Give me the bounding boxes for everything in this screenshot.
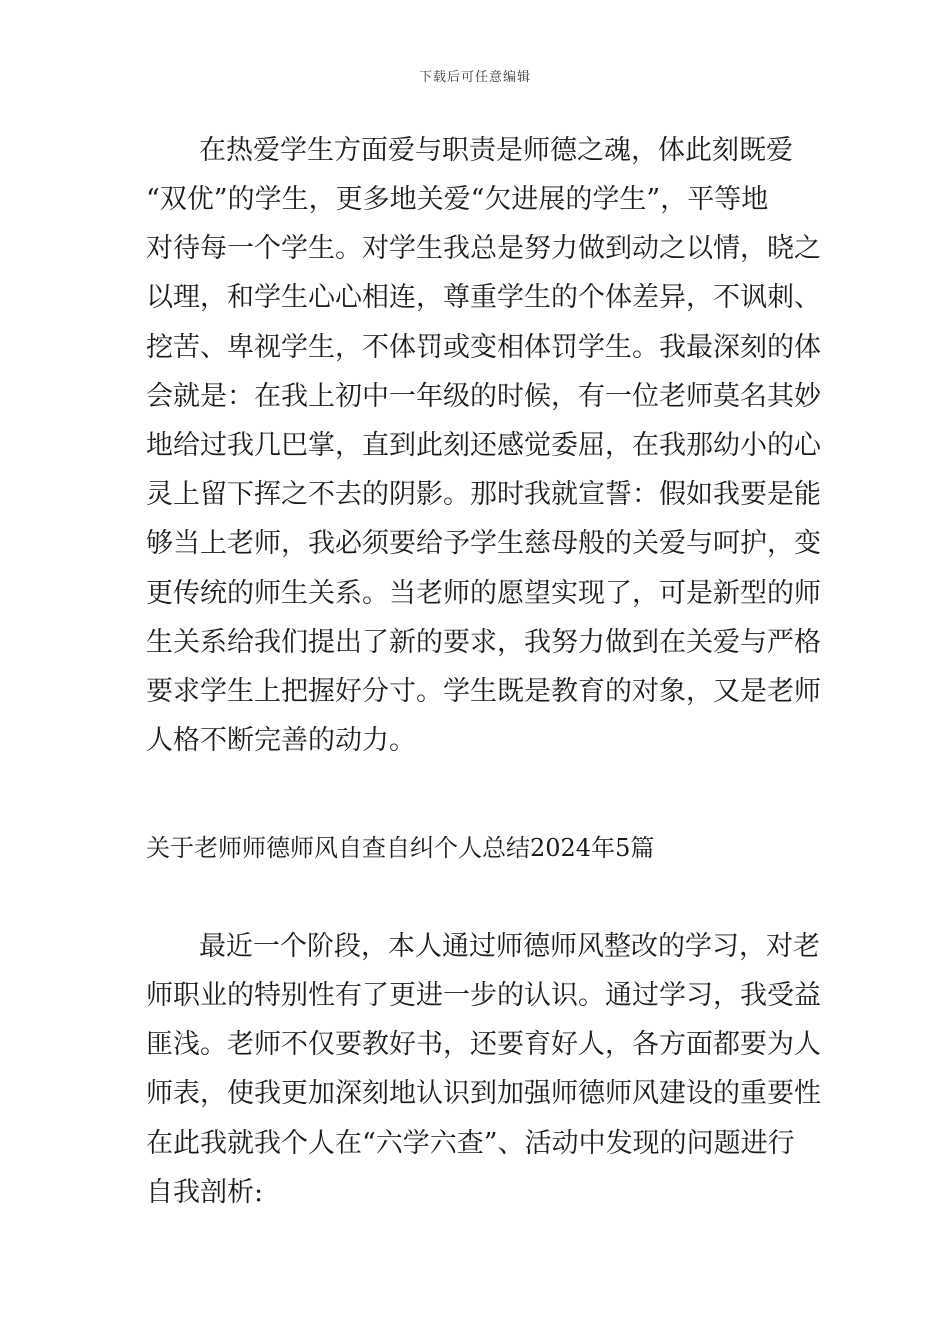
paragraph-line: 对待每一个学生。对学生我总是努力做到动之以情，晓之 — [146, 233, 821, 264]
paragraph-line: 更传统的师生关系。当老师的愿望实现了，可是新型的师 — [146, 578, 821, 609]
paragraph-line: 在此我就我个人在“六学六查”、活动中发现的问题进行 — [146, 1128, 795, 1159]
paragraph-line: 自我剖析: — [146, 1177, 264, 1208]
paragraph-line: 要求学生上把握好分寸。学生既是教育的对象，又是老师 — [146, 676, 821, 707]
section-heading: 关于老师师德师风自查自纠个人总结2024年5篇 — [146, 834, 655, 862]
paragraph-line: 师表，使我更加深刻地认识到加强师德师风建设的重要性 — [146, 1078, 821, 1109]
paragraph-line: 最近一个阶段，本人通过师德师风整改的学习，对老 — [199, 931, 820, 962]
paragraph-line: 挖苦、卑视学生，不体罚或变相体罚学生。我最深刻的体 — [146, 332, 821, 363]
paragraph-line: 灵上留下挥之不去的阴影。那时我就宣誓：假如我要是能 — [146, 479, 821, 510]
paragraph-line: 以理，和学生心心相连，尊重学生的个体差异，不讽刺、 — [146, 282, 821, 313]
paragraph-line: 生关系给我们提出了新的要求，我努力做到在关爱与严格 — [146, 627, 821, 658]
paragraph-line: 师职业的特别性有了更进一步的认识。通过学习，我受益 — [146, 980, 821, 1011]
paragraph-line: 够当上老师，我必须要给予学生慈母般的关爱与呵护，变 — [146, 528, 821, 559]
paragraph-line: “双优”的学生，更多地关爱“欠进展的学生”，平等地 — [146, 184, 769, 215]
paragraph-line: 在热爱学生方面爱与职责是师德之魂，体此刻既爱 — [199, 135, 793, 166]
page-header: 下载后可任意编辑 — [418, 70, 531, 85]
paragraph-line: 人格不断完善的动力。 — [146, 725, 416, 756]
paragraph-line: 会就是：在我上初中一年级的时候，有一位老师莫名其妙 — [146, 381, 821, 412]
paragraph-line: 匪浅。老师不仅要教好书，还要育好人，各方面都要为人 — [146, 1029, 821, 1060]
paragraph-line: 地给过我几巴掌，直到此刻还感觉委屈，在我那幼小的心 — [146, 430, 821, 461]
